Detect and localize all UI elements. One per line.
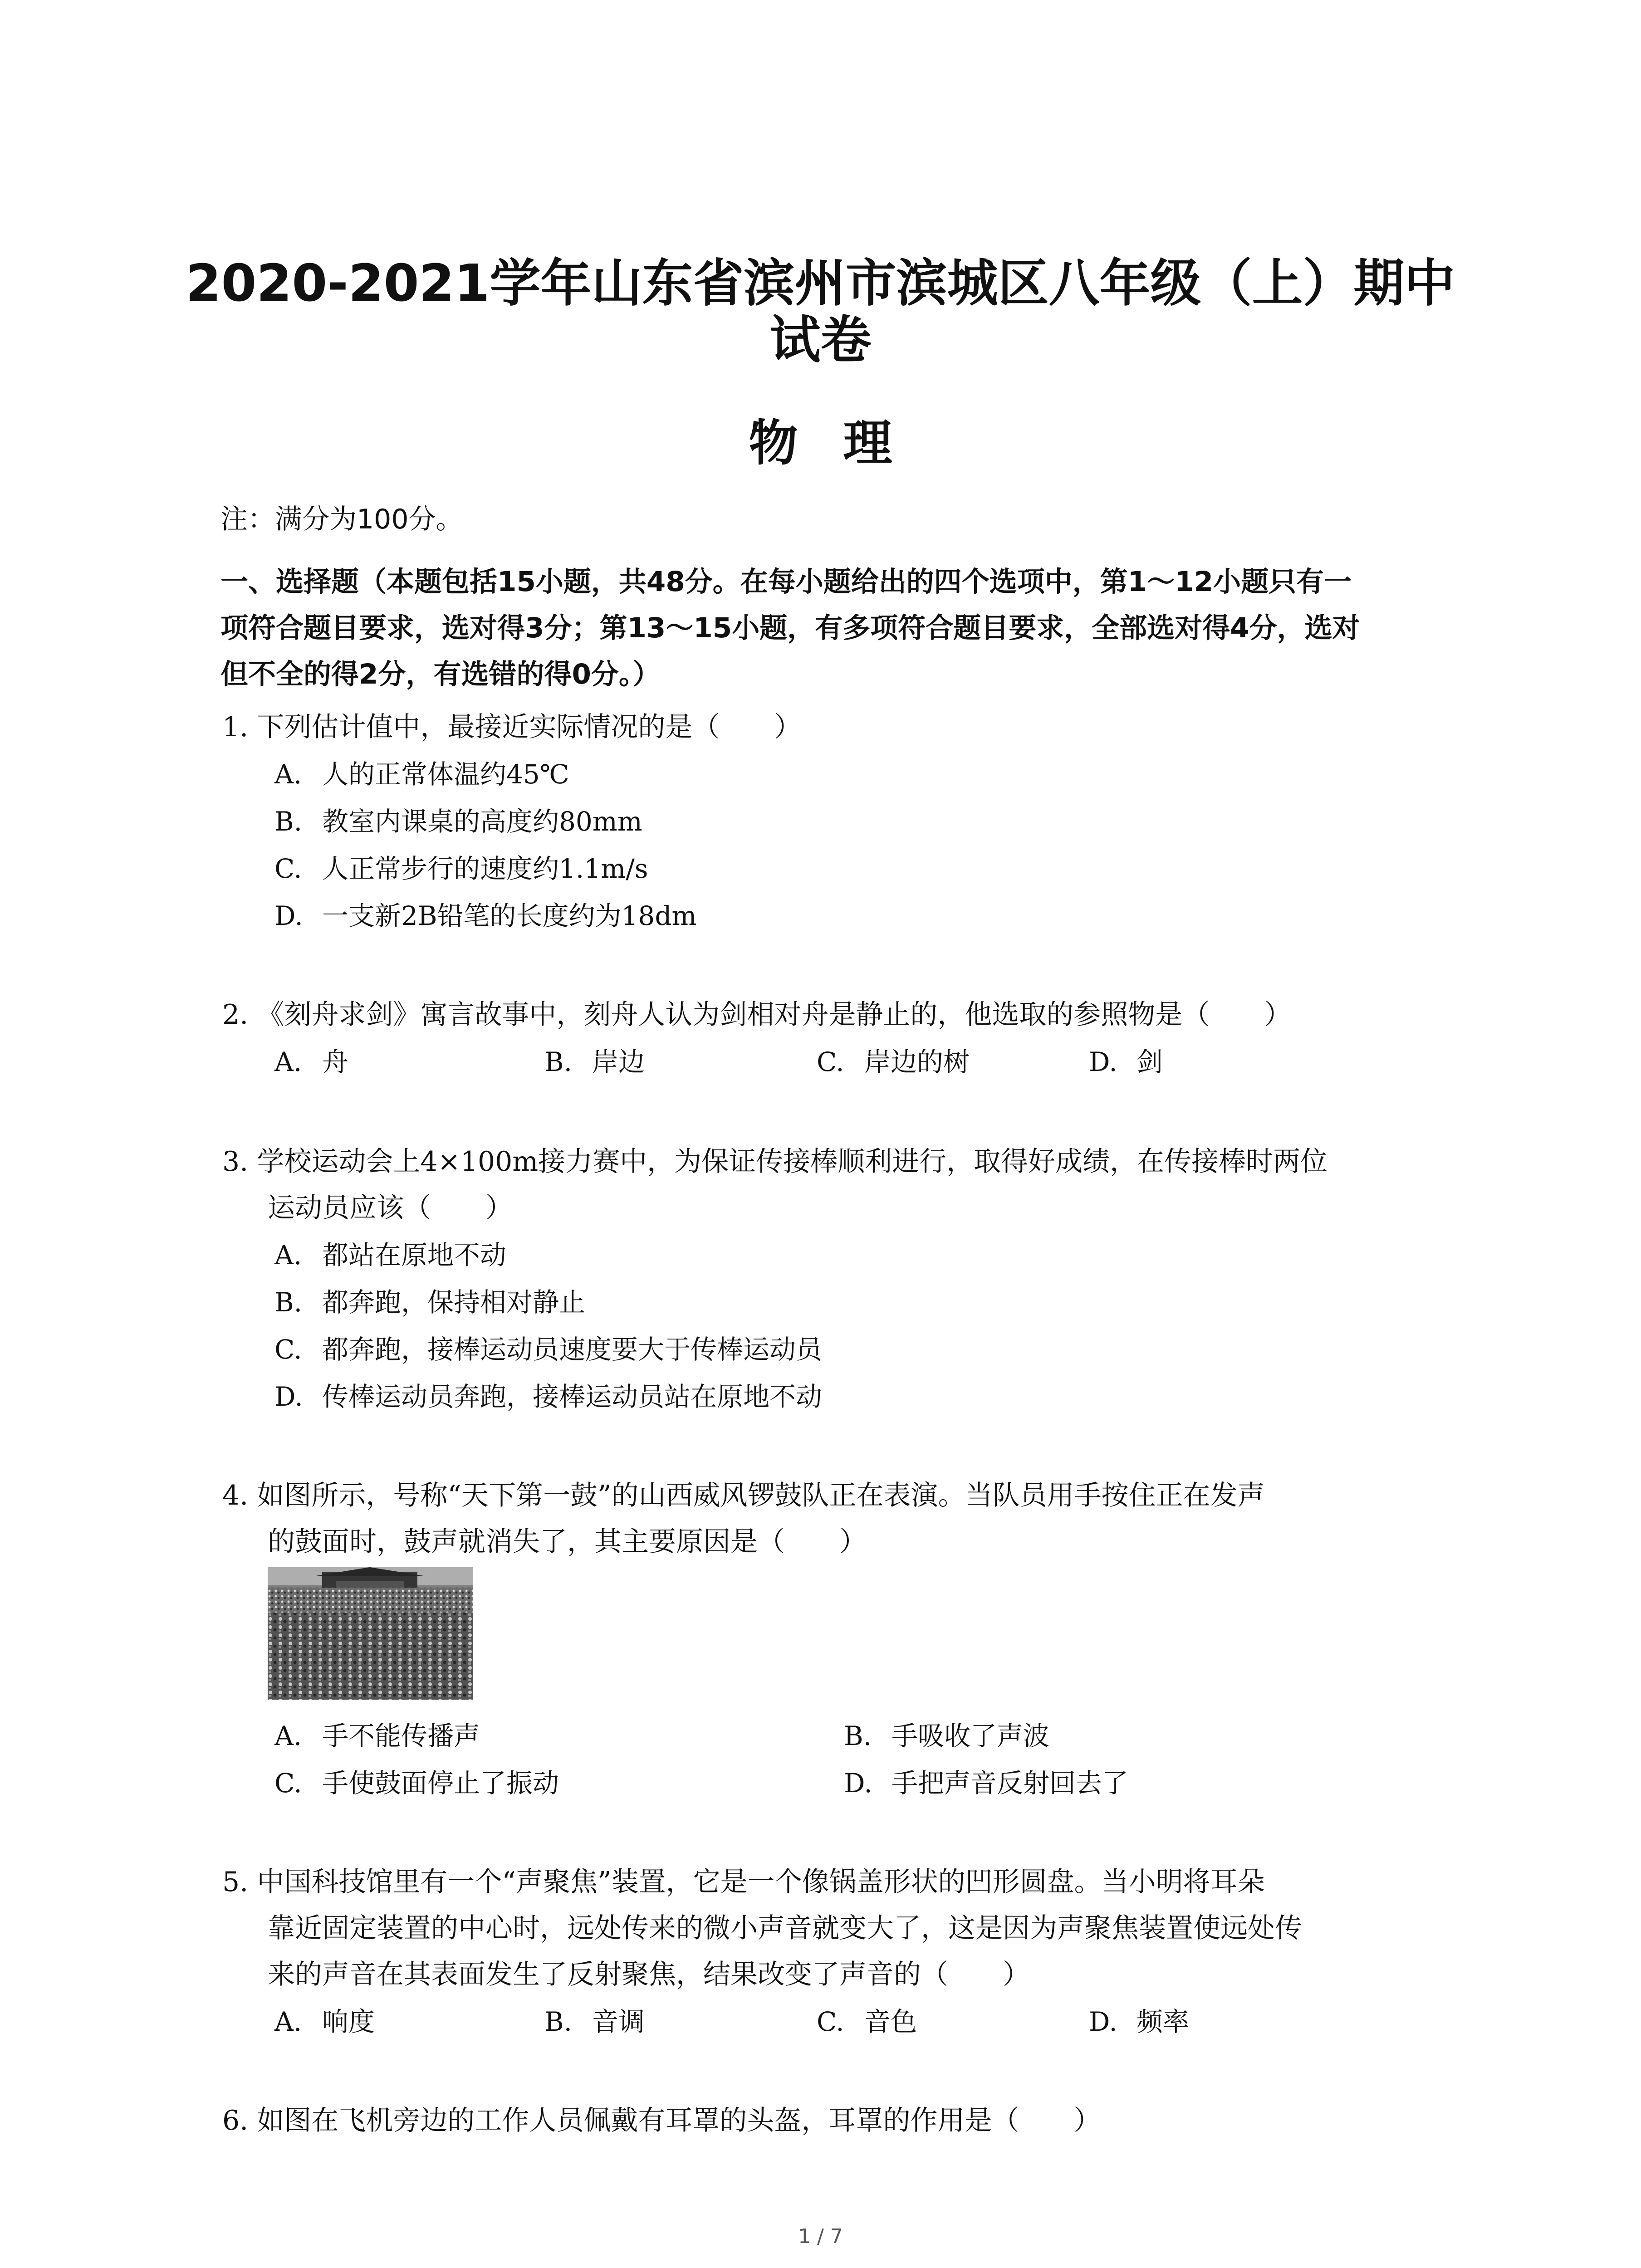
option-label: D.: [274, 1381, 303, 1412]
option-label: B.: [844, 1721, 872, 1751]
question-3-option-b: [274, 1286, 585, 1318]
option-text: 剑: [1136, 1046, 1163, 1077]
option-text: 手吸收了声波: [892, 1721, 1050, 1751]
option-text: 舟: [322, 1046, 349, 1077]
option-text: 音色: [864, 2006, 917, 2037]
question-4-option-d: [844, 1767, 1128, 1799]
option-label: A.: [274, 1721, 302, 1751]
option-label: D.: [274, 900, 303, 931]
option-label: B.: [274, 806, 303, 837]
question-6-stem: 6. 如图在飞机旁边的工作人员佩戴有耳罩的头盔，耳罩的作用是（ ）: [222, 2105, 1101, 2136]
drum-troupe-photo: [268, 1567, 473, 1700]
subject-heading: 物理: [749, 415, 938, 472]
option-text: 都奔跑，接棒运动员速度要大于传棒运动员: [322, 1334, 823, 1365]
section-instructions-line-1: 一、选择题（本题包括15小题，共48分。在每小题给出的四个选项中，第1～12小题只有一: [220, 566, 1352, 598]
exam-title-line-2: 试卷: [769, 311, 872, 370]
option-text: 岸边的树: [864, 1046, 970, 1077]
question-4-option-c: [274, 1767, 559, 1799]
question-3-option-a: [274, 1239, 506, 1271]
question-1-option-a: [274, 758, 569, 790]
question-4-stem-line-1: 4. 如图所示，号称“天下第一鼓”的山西威风锣鼓队正在表演。当队员用手按住正在发声: [222, 1480, 1265, 1511]
question-2-option-b: [544, 1046, 645, 1078]
question-3-option-d: [274, 1381, 822, 1413]
question-5-option-d: [1089, 2006, 1189, 2038]
option-text: 手使鼓面停止了振动: [322, 1768, 559, 1799]
drum-troupe-photo-drawing: [268, 1567, 473, 1700]
question-5-stem-line-2: 靠近固定装置的中心时，远处传来的微小声音就变大了，这是因为声聚焦装置使远处传: [268, 1912, 1302, 1944]
question-5-option-c: [817, 2006, 917, 2038]
question-4-option-a: [274, 1720, 480, 1752]
option-text: 都站在原地不动: [322, 1240, 507, 1271]
option-text: 都奔跑，保持相对静止: [322, 1287, 586, 1318]
question-2-option-a: [274, 1046, 348, 1078]
option-label: C.: [274, 853, 302, 884]
option-label: A.: [274, 2006, 302, 2037]
option-text: 教室内课桌的高度约80mm: [322, 806, 642, 837]
question-2-stem: 2. 《刻舟求剑》寓言故事中，刻舟人认为剑相对舟是静止的，他选取的参照物是（ ）: [222, 999, 1292, 1031]
score-note: 注：满分为100分。: [220, 503, 463, 535]
question-3-stem-line-2: 运动员应该（ ）: [268, 1192, 513, 1224]
option-text: 一支新2B铅笔的长度约为18dm: [322, 900, 697, 931]
option-label: C.: [817, 1046, 844, 1077]
question-1-stem: 1. 下列估计值中，最接近实际情况的是（ ）: [222, 711, 802, 743]
section-instructions-line-3: 但不全的得2分，有选错的得0分。）: [220, 658, 661, 690]
question-3-stem-line-1: 3. 学校运动会上4×100m接力赛中，为保证传接棒顺利进行，取得好成绩，在传接棒时两位: [222, 1146, 1328, 1178]
option-label: C.: [817, 2006, 844, 2037]
option-label: A.: [274, 759, 302, 790]
question-4-stem-line-2: 的鼓面时，鼓声就消失了，其主要原因是（ ）: [268, 1526, 867, 1558]
option-text: 手不能传播声: [322, 1721, 480, 1751]
option-label: D.: [1089, 2006, 1117, 2037]
option-text: 音调: [592, 2006, 645, 2037]
option-text: 频率: [1136, 2006, 1190, 2037]
question-5-stem-line-1: 5. 中国科技馆里有一个“声聚焦”装置，它是一个像锅盖形状的凹形圆盘。当小明将耳朵: [222, 1866, 1265, 1898]
question-1-option-d: [274, 900, 696, 932]
option-label: D.: [844, 1768, 872, 1799]
exam-title-line-1: 2020-2021学年山东省滨州市滨城区八年级（上）期中: [186, 254, 1455, 313]
option-label: B.: [544, 2006, 573, 2037]
section-instructions-line-2: 项符合题目要求，选对得3分；第13～15小题，有多项符合题目要求，全部选对得4分，选对: [220, 612, 1360, 644]
option-text: 手把声音反射回去了: [892, 1768, 1129, 1799]
question-3-option-c: [274, 1334, 822, 1365]
option-text: 人的正常体温约45℃: [322, 759, 569, 790]
option-label: A.: [274, 1046, 302, 1077]
question-4-option-b: [844, 1720, 1049, 1752]
question-5-option-a: [274, 2006, 375, 2038]
option-label: A.: [274, 1240, 302, 1271]
option-text: 传棒运动员奔跑，接棒运动员站在原地不动: [322, 1381, 823, 1412]
question-5-stem-line-3: 来的声音在其表面发生了反射聚焦，结果改变了声音的（ ）: [268, 1959, 1030, 1990]
option-label: B.: [544, 1046, 573, 1077]
question-2-option-d: [1089, 1046, 1163, 1078]
option-label: C.: [274, 1768, 302, 1799]
option-label: C.: [274, 1334, 302, 1365]
question-5-option-b: [544, 2006, 645, 2038]
question-2-option-c: [817, 1046, 970, 1078]
question-1-option-b: [274, 806, 642, 837]
question-1-option-c: [274, 853, 648, 885]
option-text: 人正常步行的速度约1.1m/s: [322, 853, 648, 884]
option-label: D.: [1089, 1046, 1117, 1077]
option-text: 响度: [322, 2006, 375, 2037]
page-number: 1 / 7: [798, 2225, 843, 2248]
option-text: 岸边: [592, 1046, 645, 1077]
option-label: B.: [274, 1287, 303, 1318]
